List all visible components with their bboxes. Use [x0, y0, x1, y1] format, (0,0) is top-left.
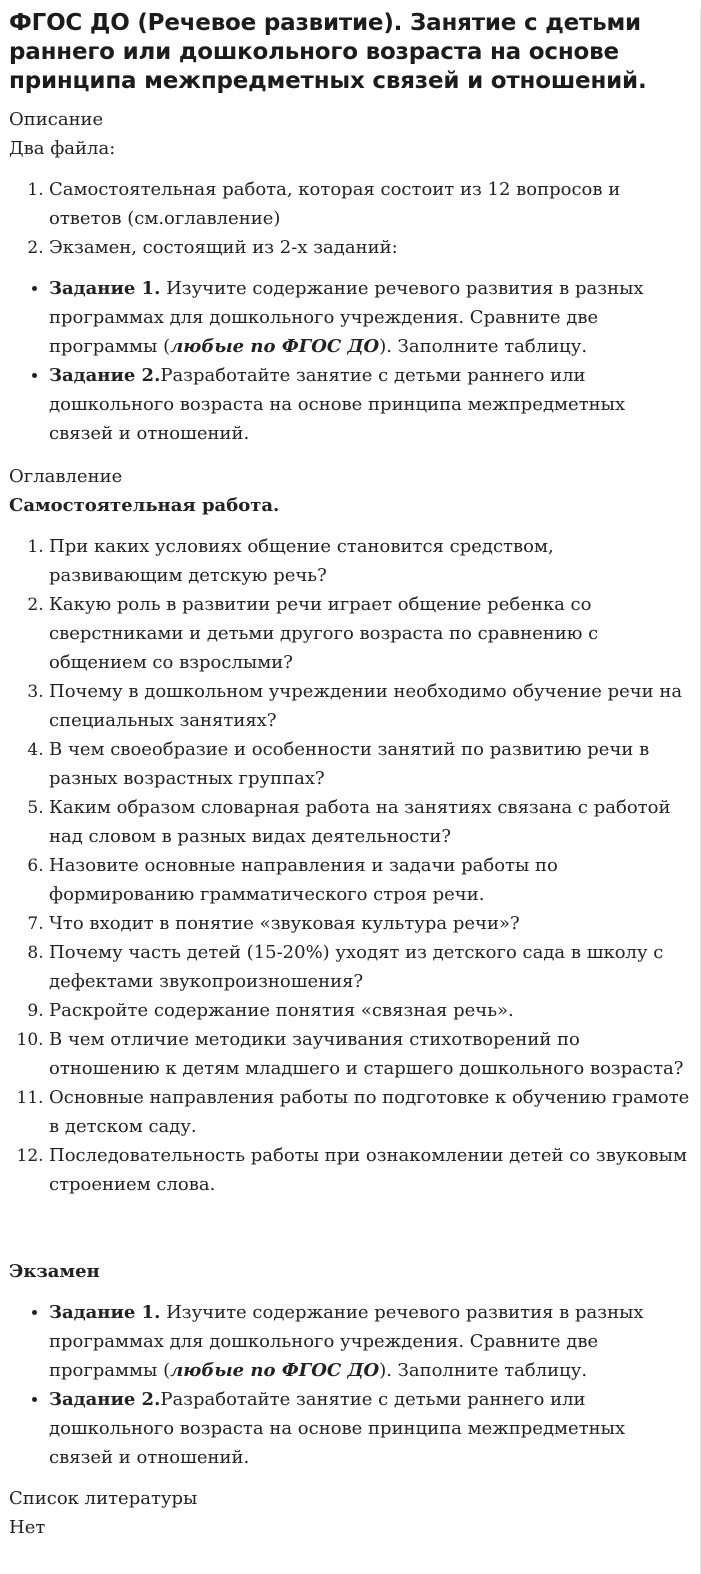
task-text: ). Заполните таблицу.: [379, 336, 588, 357]
toc-label: Оглавление: [9, 466, 123, 487]
task-emphasis: любые по ФГОС ДО: [170, 336, 380, 357]
description-label: Описание: [9, 109, 104, 130]
task-lead: Задание 2.: [49, 365, 161, 386]
file-item: 2. Экзамен, состоящий из 2-х заданий:: [49, 233, 692, 262]
task-lead: Задание 1.: [49, 278, 161, 299]
task-text: Разработайте занятие с детьми раннего или дошкольного возраста на основе принципа межпредметных связей и отношений.: [49, 365, 626, 444]
task-text: Изучите содержание речевого развития в разных программах для дошкольного учреждения. Сравните две программы (: [49, 278, 644, 357]
task-text: Изучите содержание речевого развития в разных программах для дошкольного учреждения. Сравните две программы (: [49, 1302, 644, 1381]
task-lead: Задание 2.: [49, 1389, 161, 1410]
question-item: 3. Почему в дошкольном учреждении необходимо обучение речи на специальных занятиях?: [49, 677, 692, 735]
exam-task-item: [49, 1298, 692, 1385]
task-text: Разработайте занятие с детьми раннего или дошкольного возраста на основе принципа межпредметных связей и отношений.: [49, 1389, 626, 1468]
question-item: 8. Почему часть детей (15-20%) уходят из детского сада в школу с дефектами звукопроизношения?: [49, 938, 692, 996]
question-item: 7. Что входит в понятие «звуковая культура речи»?: [49, 909, 692, 938]
description-intro: Два файла:: [9, 138, 116, 159]
document-page: [0, 9, 700, 1542]
question-item: 9. Раскройте содержание понятия «связная речь».: [49, 996, 692, 1025]
question-item: 4. В чем своеобразие и особенности занятий по развитию речи в разных возрастных группах?: [49, 735, 692, 793]
task-item: [49, 361, 692, 448]
exam-task-list: [9, 1298, 692, 1472]
exam-task-item: [49, 1385, 692, 1472]
task-emphasis: любые по ФГОС ДО: [170, 1360, 380, 1381]
questions-list: [9, 532, 692, 1199]
literature-value: Нет: [9, 1517, 46, 1538]
task-list: [9, 274, 692, 448]
task-item: [49, 274, 692, 361]
file-item: 1. Самостоятельная работа, которая состоит из 12 вопросов и ответов (см.оглавление): [49, 175, 692, 233]
question-item: 12. Последовательность работы при ознакомлении детей со звуковым строением слова.: [49, 1141, 692, 1199]
self-work-heading: Самостоятельная работа.: [9, 495, 280, 516]
question-item: 6. Назовите основные направления и задачи работы по формированию грамматического строя речи.: [49, 851, 692, 909]
question-item: 5. Каким образом словарная работа на занятиях связана с работой над словом в разных видах деятельности?: [49, 793, 692, 851]
page-title: ФГОС ДО (Речевое развитие). Занятие с детьми раннего или дошкольного возраста на основе принципа межпредметных связей и отношений.: [9, 10, 647, 94]
question-item: 2. Какую роль в развитии речи играет общение ребенка со сверстниками и детьми другого возраста по сравнению с общением со взрослыми?: [49, 590, 692, 677]
question-item: 1. При каких условиях общение становится средством, развивающим детскую речь?: [49, 532, 692, 590]
exam-heading: Экзамен: [9, 1261, 100, 1282]
task-lead: Задание 1.: [49, 1302, 161, 1323]
question-item: 11. Основные направления работы по подготовке к обучению грамоте в детском саду.: [49, 1083, 692, 1141]
literature-label: Список литературы: [9, 1488, 198, 1509]
task-text: ). Заполните таблицу.: [379, 1360, 588, 1381]
files-list: [9, 175, 692, 262]
question-item: 10. В чем отличие методики заучивания стихотворений по отношению к детям младшего и старшего дошкольного возраста?: [49, 1025, 692, 1083]
